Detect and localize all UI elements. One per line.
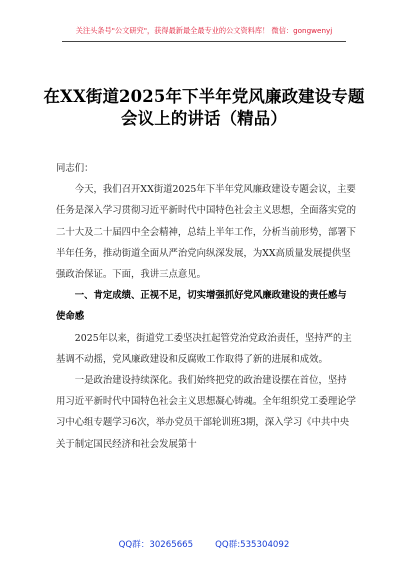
- footer-contact: [0, 538, 408, 550]
- document-title: 在XX街道2025年下半年党风廉政建设专题会议上的讲话（精品）: [43, 87, 365, 128]
- paragraph-section1-2: 一是政治建设持续深化。我们始终把党的政治建设摆在首位，坚持用习近平新时代中国特色社会主义思想凝心铸魂。全年组织党工委理论学习中心组专题学习6次，举办党员干部轮训班3期，深入学习《中共中央关于制定国民经济和社会发展第十: [56, 375, 357, 450]
- footer-qq-group-2: QQ群:535304092: [215, 540, 290, 550]
- section-heading-1: 一、肯定成绩、正视不足，切实增强抓好党风廉政建设的责任感与使命感: [56, 290, 347, 323]
- footer-qq-group-1: QQ群：30265665: [118, 540, 194, 550]
- paragraph-intro: 今天，我们召开XX街道2025年下半年党风廉政建设专题会议，主要任务是深入学习贯彻习近平新时代中国特色社会主义思想，全面落实党的二十大及二十届四中全会精神，总结上半年工作，分析当前形势，部署下半年任务，推动街道全面从严治党向纵深发展，为XX高质量发展提供坚强政治保证。下面，我讲三点意见。: [56, 184, 357, 281]
- salutation: 同志们：: [56, 163, 94, 174]
- header-divider: [62, 41, 346, 42]
- document-body: [56, 158, 356, 455]
- header-promo-note: 关注头条号"公文研究"，获得最新最全最专业的公文资料库！ 微信：gongwenyj: [75, 26, 333, 35]
- paragraph-section1-1: 2025年以来，街道党工委坚决扛起管党治党政治责任，坚持严的主基调不动摇，党风廉政建设和反腐败工作取得了新的进展和成效。: [56, 332, 352, 365]
